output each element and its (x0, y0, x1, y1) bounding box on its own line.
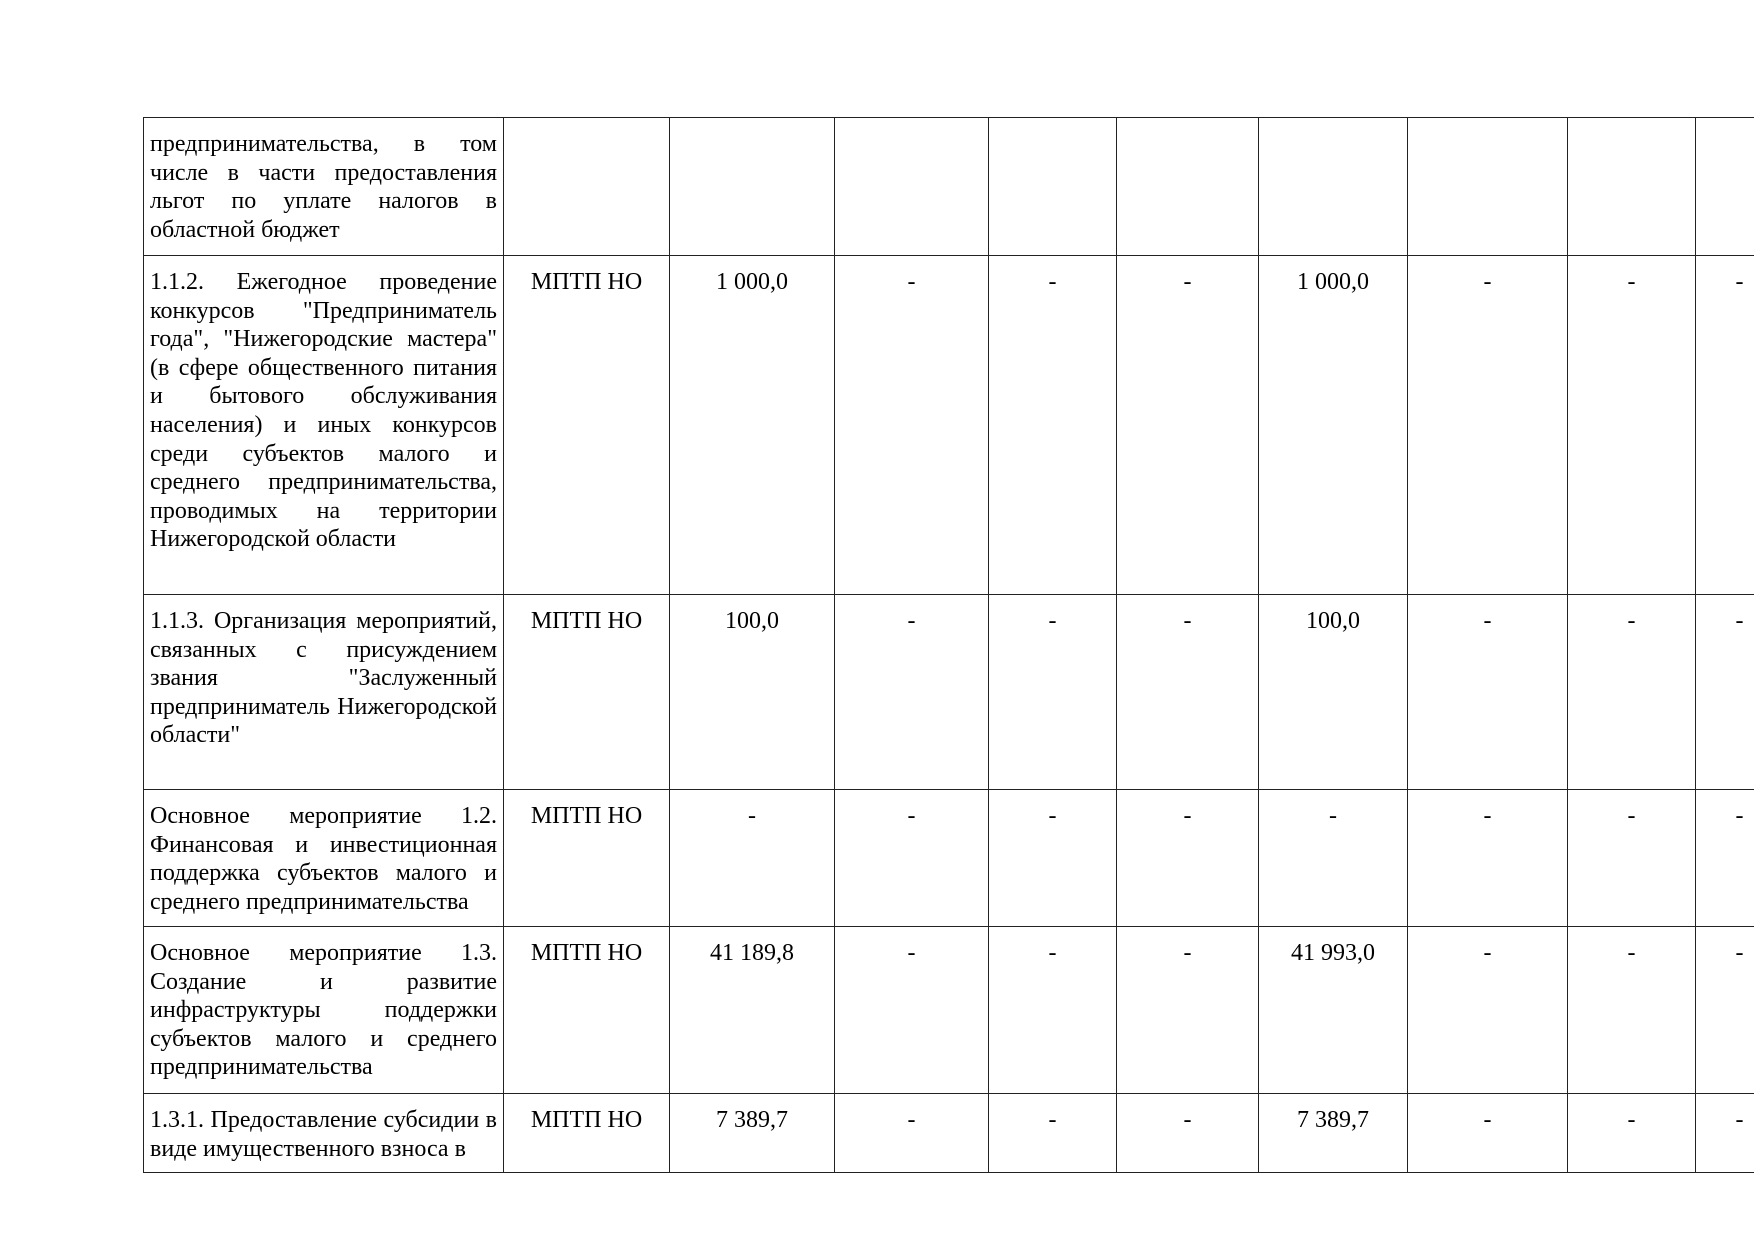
value-cell: - (1696, 927, 1754, 1094)
value-cell (989, 118, 1117, 256)
value-cell: 41 993,0 (1259, 927, 1408, 1094)
value-cell: - (1117, 595, 1259, 790)
value-cell: - (835, 1094, 989, 1173)
value-cell (1568, 118, 1696, 256)
value-cell: - (835, 595, 989, 790)
value-cell: 100,0 (670, 595, 835, 790)
value-cell: - (1117, 790, 1259, 927)
value-cell (1259, 118, 1408, 256)
table-row (144, 118, 1754, 256)
value-cell: 7 389,7 (1259, 1094, 1408, 1173)
value-cell: 100,0 (1259, 595, 1408, 790)
table-row (144, 256, 1754, 595)
value-cell: - (670, 790, 835, 927)
value-cell: - (1408, 1094, 1568, 1173)
row-executor: МПТП НО (504, 595, 670, 790)
row-executor: МПТП НО (504, 256, 670, 595)
value-cell: - (1408, 256, 1568, 595)
value-cell: - (1696, 1094, 1754, 1173)
row-executor: МПТП НО (504, 1094, 670, 1173)
table-row (144, 790, 1754, 927)
value-cell (1117, 118, 1259, 256)
value-cell: - (1117, 927, 1259, 1094)
value-cell: - (835, 790, 989, 927)
value-cell: - (835, 256, 989, 595)
table-row (144, 1094, 1754, 1173)
value-cell: 41 189,8 (670, 927, 835, 1094)
value-cell: - (1408, 927, 1568, 1094)
value-cell: 1 000,0 (1259, 256, 1408, 595)
row-description: 1.1.2. Ежегодное проведение конкурсов "Предприниматель года", "Нижегородские мастера" (в сфере общественного питания и бытового обслуживания населения) и иных конкурсов среди субъектов малого и среднего предпринимательства, проводимых на территории Нижегородской области (144, 256, 504, 595)
value-cell (670, 118, 835, 256)
row-description: 1.1.3. Организация мероприятий, связанных с присуждением звания "Заслуженный предприниматель Нижегородской области" (144, 595, 504, 790)
value-cell: - (1568, 595, 1696, 790)
value-cell: - (989, 595, 1117, 790)
value-cell: - (1259, 790, 1408, 927)
row-executor (504, 118, 670, 256)
program-funding-table (143, 117, 1754, 1173)
value-cell (835, 118, 989, 256)
value-cell: - (835, 927, 989, 1094)
value-cell: - (1696, 256, 1754, 595)
value-cell: - (1408, 790, 1568, 927)
row-executor: МПТП НО (504, 790, 670, 927)
value-cell: - (989, 927, 1117, 1094)
value-cell: - (1568, 1094, 1696, 1173)
value-cell: - (989, 1094, 1117, 1173)
value-cell (1408, 118, 1568, 256)
value-cell: - (1696, 595, 1754, 790)
row-description: Основное мероприятие 1.2. Финансовая и инвестиционная поддержка субъектов малого и среднего предпринимательства (144, 790, 504, 927)
value-cell: - (989, 256, 1117, 595)
value-cell: - (989, 790, 1117, 927)
value-cell: - (1696, 790, 1754, 927)
row-executor: МПТП НО (504, 927, 670, 1094)
row-description: предпринимательства, в том числе в части предоставления льгот по уплате налогов в областной бюджет (144, 118, 504, 256)
value-cell (1696, 118, 1754, 256)
table-row (144, 595, 1754, 790)
table-row (144, 927, 1754, 1094)
value-cell: - (1408, 595, 1568, 790)
value-cell: - (1568, 790, 1696, 927)
value-cell: 1 000,0 (670, 256, 835, 595)
value-cell: - (1568, 256, 1696, 595)
value-cell: - (1117, 256, 1259, 595)
row-description: 1.3.1. Предоставление субсидии в виде имущественного взноса в (144, 1094, 504, 1173)
value-cell: - (1117, 1094, 1259, 1173)
row-description: Основное мероприятие 1.3. Создание и развитие инфраструктуры поддержки субъектов малого и среднего предпринимательства (144, 927, 504, 1094)
value-cell: - (1568, 927, 1696, 1094)
value-cell: 7 389,7 (670, 1094, 835, 1173)
